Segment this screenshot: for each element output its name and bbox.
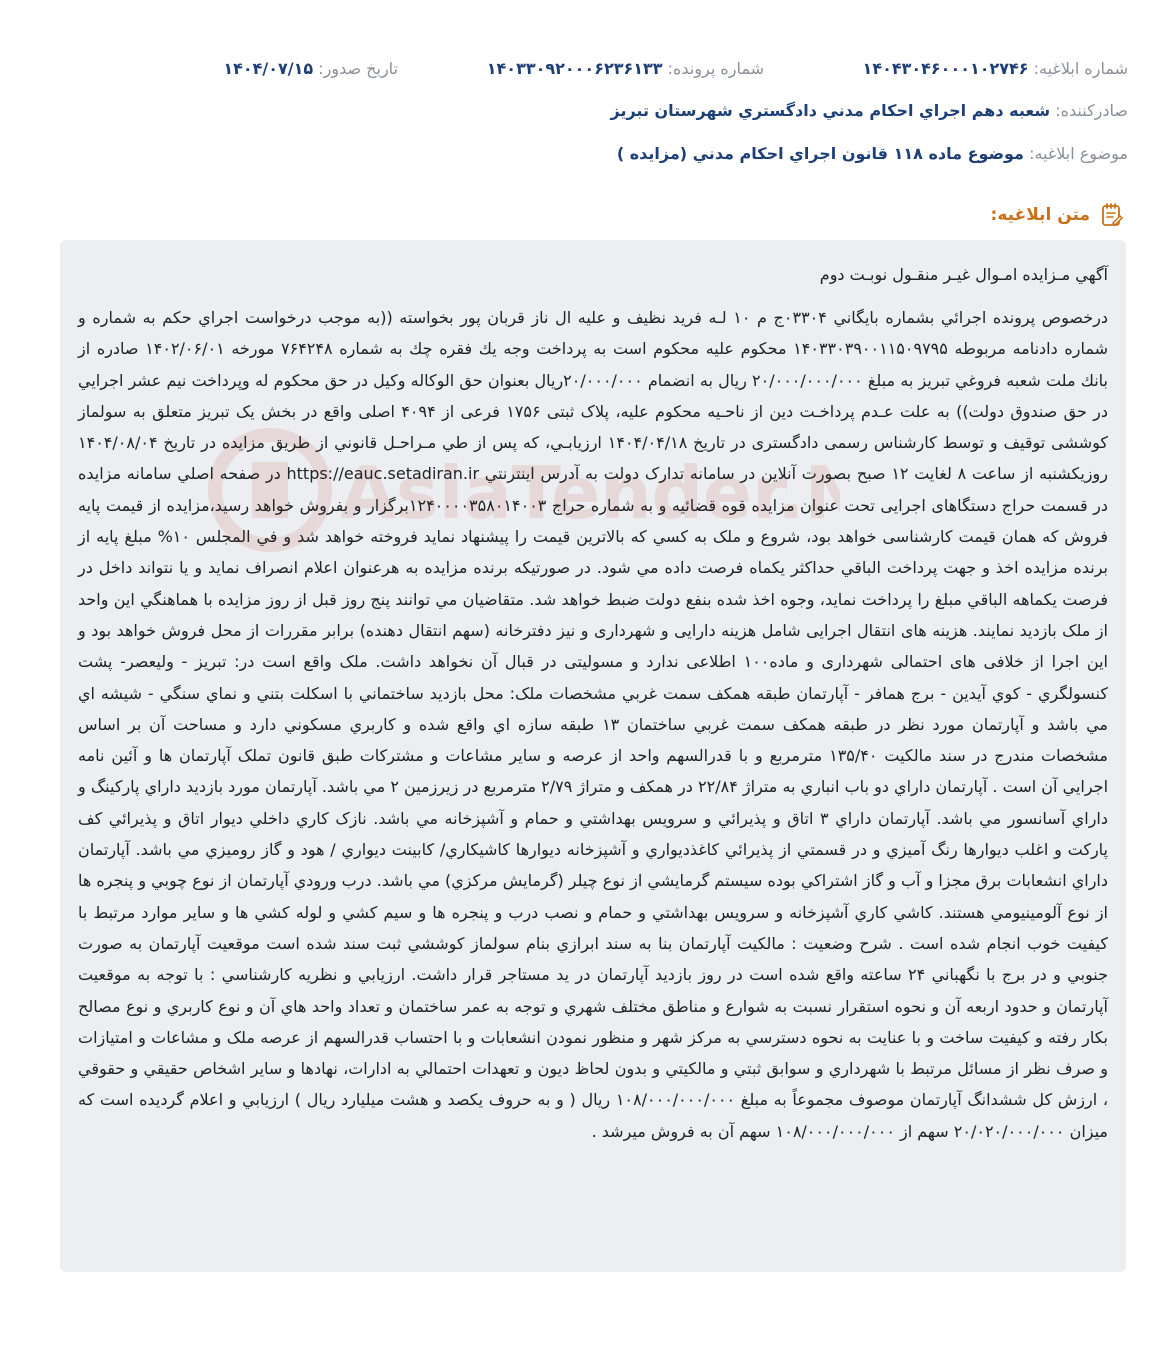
notice-number-label: شماره ابلاغيه: bbox=[1033, 59, 1128, 78]
notice-number-value: ۱۴۰۴۳۰۴۶۰۰۰۱۰۲۷۴۶ bbox=[862, 59, 1029, 78]
document-note-icon bbox=[1098, 202, 1124, 228]
ad-body: درخصوص پرونده اجرائي بشماره بايگاني ۰۳۳۰۴ج م ۱۰ لـه فريد نظيف و عليه ال ناز قربان پور بخواسته ((به موجب درخواست اجراي حكم به شماره و شماره دادنامه مربوطه ۱۴۰۳۳۰۳۹۰۰۱۱۵۰۹۷۹۵ محكوم عليه محكوم است به پرداخت وجه يك فقره چك به شماره ۷۶۴۲۴۸ مورخه ۱۴۰۲/۰۶/۰۱ صادره از بانك ملت شعبه فروغي تبريز به مبلغ ۲۰/۰۰۰/۰۰۰/۰۰۰ ريال به انضمام ۲۰/۰۰۰/۰۰۰ريال بعنوان حق الوكاله وكيل در حق محكوم له وپرداخت نيم عشر اجرايي در حق صندوق دولت)) به علت عـدم پرداخـت دين از ناحـيه محكوم عليه، پلاک ثبتی ۱۷۵۶ فرعی از ۴۰۹۴ اصلی واقع در بخش یک تبریز متعلق به سولماز کوششی توقیف و توسط کارشناس رسمی دادگستری در تاريخ ۱۴۰۴/۰۴/۱۸ ارزيابـي، که پس از طي مـراحـل قانوني از طريق مزايده در تاريخ ۱۴۰۴/۰۸/۰۴ روزیکشنبه از ساعت ۸ لغایت ۱۲ صبح بصورت آنلاين در سامانه تدارک دولت به آدرس اينترنتي https://eauc.setadiran.ir در صفحه اصلي سامانه مزايده در قسمت حراج دستگاهای اجرایی تحت عنوان مزايده قوه قضائيه و به شماره حراج ۱۲۴۰۰۰۰۳۵۸۰۱۴۰۰۳برگزار و بفروش خواهد رسيد،مزايده از قيمت پايه فروش که همان قيمت کارشناسی خواهد بود، شروع و ملک به کسي که بالاترين قيمت را پيشنهاد نمايد فروخته خواهد شد و في المجلس ۱۰% مبلغ پايه از برنده مزايده اخذ و جهت پرداخت الباقي حداکثر يکماه فرصت داده مي شود. در صورتيکه برنده مزايده به هرعنوان اعلام انصراف نمايد و يا نتواند داخل در فرصت يکماهه الباقي مبلغ را پرداخت نمايد، وجوه اخذ شده بنفع دولت ضبط خواهد شد. متقاضيان مي توانند پنج روز قبل از روز مزايده با هماهنگي اين واحد از ملک بازديد نمايند. هزينه های انتقال اجرايی شامل هزينه دارايی و شهرداری و نيز دفترخانه (سهم انتقال دهنده) برابر مقررات از محل فروش خواهد بود و اين اجرا از خلافی های احتمالی شهرداری و ماده۱۰۰ اطلاعی ندارد و مسوليتی در قبال آن نخواهد داشت. ملک واقع است در: تبريز - وليعصر- پشت کنسولگري - کوي آيدين - برج همافر - آپارتمان طبقه همکف سمت غربي مشخصات ملک: محل بازديد ساختماني با اسکلت بتني و نماي سنگي - شيشه اي مي باشد و آپارتمان مورد نظر در طبقه همکف سمت غربي ساختمان ۱۳ طبقه سازه اي واقع شده و کاربري مسکوني دارد و مساحت آن بر اساس مشخصات مندرج در سند مالکيت ۱۳۵/۴۰ مترمربع و با قدرالسهم واحد از عرصه و ساير مشاعات و مشترکات طبق قانون تملک آپارتمان ها و آئين نامه اجرايي آن است . آپارتمان داراي دو باب انباري به متراژ ۲۲/۸۴ در همکف و متراژ ۲/۷۹ مترمربع در زيرزمين ۲ مي باشد. آپارتمان مورد بازديد داراي پارکينگ و داراي آسانسور مي باشد. آپارتمان داراي ۳ اتاق و پذيرائي و سرويس بهداشتي و حمام و آشپزخانه مي باشد. نازک کاري داخلي ديوار اتاق و پذيرائي کف پارکت و اغلب ديوارها رنگ آميزي و در قسمتي از پذيرائي کاغذديواري و آشپزخانه ديوارها کاشيکاري/ کابينت ديواري / هود و گاز روميزي مي باشد. آپارتمان داراي انشعابات برق مجزا و آب و گاز اشتراکي بوده سيستم گرمايشي از نوع چيلر (گرمايش مرکزي) مي باشد. درب ورودي آپارتمان از نوع چوبي و پنجره ها از نوع آلومينيومي هستند. کاشي کاري آشپزخانه و سرويس بهداشتي و حمام و نصب درب و پنجره ها و سيم کشي و لوله کشي ها و ساير موارد مرتبط با کيفيت خوب انجام شده است . شرح وضعيت : مالکيت آپارتمان بنا به سند ابرازي بنام سولماز کوششي ثبت سند شده است موقعيت آپارتمان به صورت جنوبي و در برج با نگهباني ۲۴ ساعته واقع شده است در روز بازديد آپارتمان در يد مستاجر قرار داشت. ارزيابي و نظريه کارشناسي : با توجه به موقعيت آپارتمان و حدود اربعه آن و نحوه استقرار نسبت به شوارع و مناطق مختلف شهري و توجه به عمر ساختمان و تعداد واحد هاي آن و نوع کاربري و نوع مصالح بکار رفته و کيفيت ساخت و با عنايت به نحوه دسترسي به مرکز شهر و منظور نمودن انشعابات و با احتساب قدرالسهم از عرصه ملک و مشاعات و امتيازات و صرف نظر از مسائل مرتبط با شهرداري و سوابق ثبتي و مالکيتي و بدون لحاظ ديون و تعهدات احتمالي به ادارات، نهادها و ساير اشخاص حقيقي و حقوقي ، ارزش کل ششدانگ آپارتمان موصوف مجموعاً به مبلغ ۱۰۸/۰۰۰/۰۰۰/۰۰۰ ريال ( و به حروف يکصد و هشت ميليارد ريال ) ارزيابي و اعلام گرديده است که ميزان ۲۰/۰۲۰/۰۰۰/۰۰۰ سهم از ۱۰۸/۰۰۰/۰۰۰/۰۰۰ سهم آن به فروش ميرشد . bbox=[78, 308, 1109, 1141]
case-number bbox=[487, 58, 764, 80]
subject-label: موضوع ابلاغيه: bbox=[1029, 144, 1128, 163]
meta-row-numbers bbox=[46, 58, 1128, 80]
notice-text-heading bbox=[991, 202, 1124, 228]
ad-title: آگهي مـزايده امـوال غيـر منقـول نوبـت دوم bbox=[819, 265, 1108, 284]
issue-date-value: ۱۴۰۴/۰۷/۱۵ bbox=[223, 59, 314, 78]
subject-value: موضوع ماده ۱۱۸ قانون اجراي احکام مدني (مزايده ) bbox=[616, 144, 1024, 163]
issuer-value: شعبه دهم اجراي احکام مدني دادگستري شهرستان تبريز bbox=[610, 101, 1051, 120]
case-number-value: ۱۴۰۳۳۰۹۲۰۰۰۶۲۳۶۱۳۳ bbox=[486, 59, 663, 78]
issue-date-label: تاريخ صدور: bbox=[318, 59, 398, 78]
meta-row-subject bbox=[46, 143, 1128, 165]
notice-text-title: متن ابلاغيه: bbox=[990, 205, 1090, 225]
issue-date bbox=[223, 58, 398, 80]
watermark-text: AsiaTender.N bbox=[340, 451, 840, 535]
meta-row-issuer bbox=[46, 100, 1128, 122]
case-number-label: شماره پرونده: bbox=[667, 59, 764, 78]
notice-number bbox=[863, 58, 1128, 80]
issuer-label: صادرکننده: bbox=[1055, 101, 1128, 120]
notice-text-panel bbox=[60, 240, 1126, 1272]
